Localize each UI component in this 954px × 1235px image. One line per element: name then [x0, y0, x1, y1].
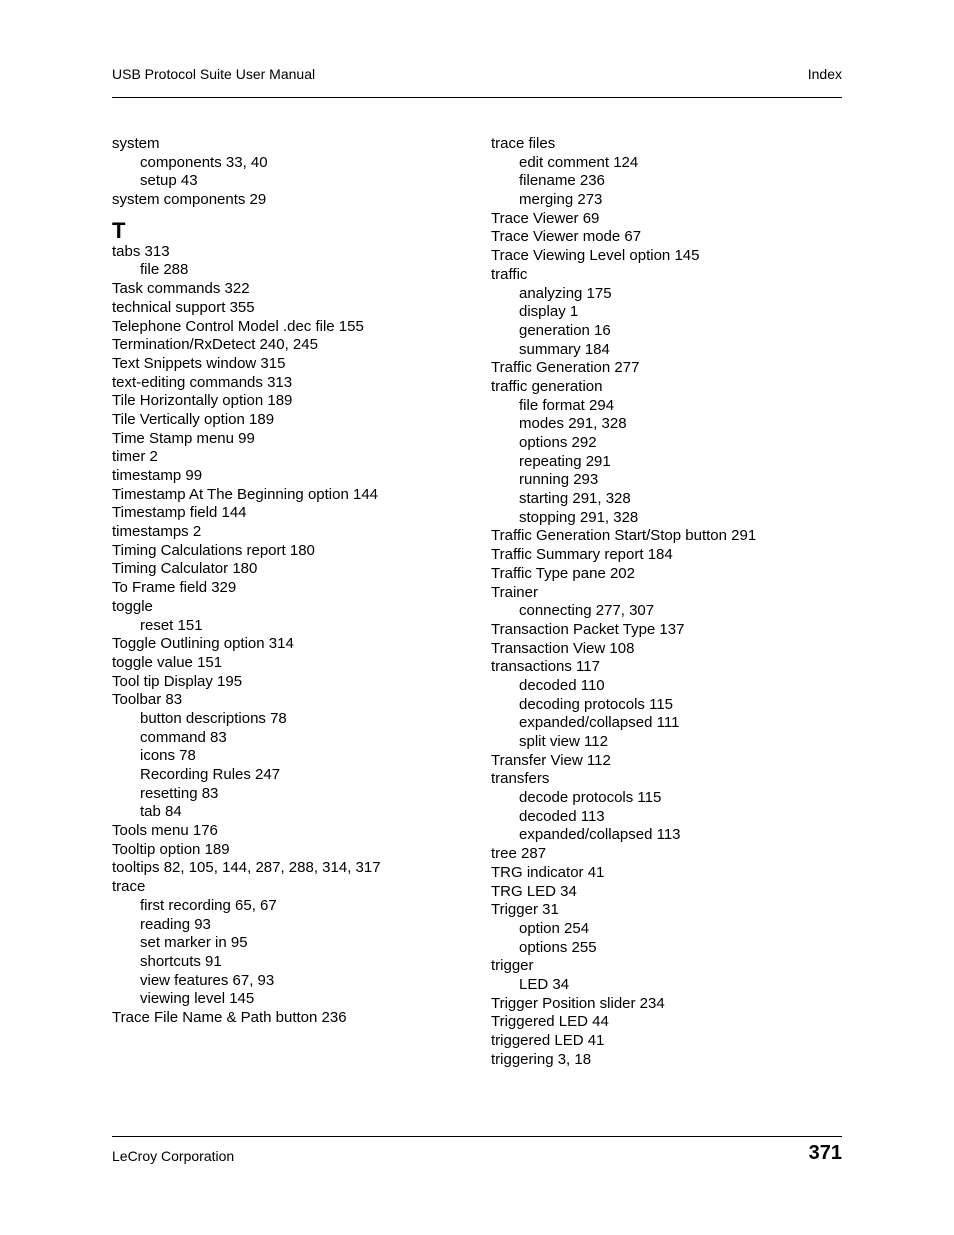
index-entry: transfers — [491, 770, 550, 788]
index-entry: transactions 117 — [491, 658, 600, 676]
index-subentry: expanded/collapsed 113 — [519, 826, 681, 844]
index-entry: Transfer View 112 — [491, 751, 611, 769]
index-subentry: filename 236 — [519, 172, 605, 190]
running-header-section: Index — [807, 66, 842, 82]
index-entry: technical support 355 — [112, 298, 255, 316]
index-subentry: first recording 65, 67 — [140, 896, 277, 914]
index-entry: triggering 3, 18 — [491, 1050, 592, 1068]
index-subentry: shortcuts 91 — [140, 952, 222, 970]
index-subentry: components 33, 40 — [140, 153, 268, 171]
index-entry: Timestamp field 144 — [112, 504, 247, 522]
index-subentry: options 292 — [519, 434, 597, 451]
index-subentry: repeating 291 — [519, 452, 611, 470]
index-subentry: options 255 — [519, 938, 597, 956]
index-entry: timer 2 — [112, 448, 158, 466]
index-subentry: starting 291, 328 — [519, 490, 631, 508]
index-subentry: set marker in 95 — [140, 934, 248, 952]
index-entry: TRG LED 34 — [491, 882, 577, 900]
index-subentry: decode protocols 115 — [519, 789, 662, 807]
index-entry: Trace File Name & Path button 236 — [112, 1008, 347, 1026]
section-letter-heading: T — [112, 217, 126, 243]
index-entry: tabs 313 — [112, 242, 170, 260]
index-entry: Telephone Control Model .dec file 155 — [112, 317, 364, 335]
index-subentry: split view 112 — [519, 733, 608, 750]
footer-company: LeCroy Corporation — [112, 1148, 235, 1164]
index-entry: Trace Viewing Level option 145 — [491, 247, 700, 265]
index-entry: Traffic Generation Start/Stop button 291 — [491, 527, 757, 545]
index-entry: Tooltip option 189 — [112, 840, 230, 858]
index-subentry: icons 78 — [140, 747, 196, 765]
index-entry: traffic generation — [491, 377, 603, 395]
index-entry: Trainer — [491, 583, 538, 601]
index-subentry: LED 34 — [519, 975, 570, 993]
index-subentry: edit comment 124 — [519, 153, 639, 171]
index-subentry: expanded/collapsed 111 — [519, 714, 680, 732]
index-subentry: command 83 — [140, 728, 227, 746]
index-subentry: reset 151 — [140, 616, 203, 634]
index-entry: Trigger Position slider 234 — [491, 994, 665, 1012]
index-subentry: running 293 — [519, 471, 599, 489]
index-subentry: analyzing 175 — [519, 284, 612, 302]
index-entry: Time Stamp menu 99 — [112, 429, 255, 447]
index-entry: Tile Vertically option 189 — [112, 410, 275, 428]
index-entry: timestamp 99 — [112, 467, 203, 484]
index-entry: Traffic Summary report 184 — [491, 546, 673, 564]
index-entry: Trace Viewer 69 — [491, 209, 600, 227]
index-entry: trace — [112, 878, 146, 896]
index-subentry: button descriptions 78 — [140, 709, 287, 727]
index-subentry: decoded 113 — [519, 807, 605, 825]
index-entry: Toolbar 83 — [112, 691, 183, 709]
index-column-right — [491, 135, 756, 1069]
index-entry: Traffic Generation 277 — [491, 359, 640, 377]
index-entry: triggered LED 41 — [491, 1032, 605, 1049]
index-entry: Timing Calculator 180 — [112, 560, 258, 578]
index-entry: traffic — [491, 265, 528, 283]
index-entry: Transaction View 108 — [491, 639, 635, 657]
index-subentry: display 1 — [519, 303, 579, 321]
index-entry: tooltips 82, 105, 144, 287, 288, 314, 317 — [112, 859, 381, 877]
index-subentry: tab 84 — [140, 803, 182, 821]
index-subentry: stopping 291, 328 — [519, 508, 639, 526]
index-subentry: summary 184 — [519, 340, 610, 358]
index-subentry: option 254 — [519, 919, 590, 937]
index-subentry: generation 16 — [519, 321, 611, 339]
footer-rule — [112, 1136, 842, 1137]
index-entry: Trigger 31 — [491, 901, 559, 919]
index-subentry: viewing level 145 — [140, 990, 255, 1008]
index-entry: Transaction Packet Type 137 — [491, 620, 685, 638]
index-entry: TRG indicator 41 — [491, 863, 605, 881]
index-entry: trace files — [491, 135, 556, 152]
index-subentry: reading 93 — [140, 915, 211, 933]
index-subentry: connecting 277, 307 — [519, 602, 655, 620]
index-column-left — [112, 135, 381, 1028]
index-entry: Timing Calculations report 180 — [112, 541, 315, 559]
index-entry: Timestamp At The Beginning option 144 — [112, 485, 379, 503]
index-entry: tree 287 — [491, 845, 547, 863]
index-entry: Toggle Outlining option 314 — [112, 635, 294, 653]
index-entry: Tools menu 176 — [112, 822, 218, 840]
index-subentry: view features 67, 93 — [140, 971, 275, 989]
index-subentry: Recording Rules 247 — [140, 766, 281, 783]
header-rule — [112, 97, 842, 98]
index-entry: system — [112, 135, 160, 152]
index-entry: Tile Horizontally option 189 — [112, 392, 293, 410]
index-entry: To Frame field 329 — [112, 579, 237, 597]
index-subentry: setup 43 — [140, 172, 198, 190]
index-entry: Trace Viewer mode 67 — [491, 228, 642, 246]
index-entry: Text Snippets window 315 — [112, 354, 286, 372]
index-entry: toggle — [112, 597, 153, 615]
index-entry: toggle value 151 — [112, 653, 223, 671]
index-entry: system components 29 — [112, 191, 267, 209]
index-entry: Tool tip Display 195 — [112, 672, 243, 690]
index-entry: Traffic Type pane 202 — [491, 564, 635, 582]
running-header-title: USB Protocol Suite User Manual — [112, 66, 316, 82]
index-subentry: merging 273 — [519, 191, 603, 209]
index-entry: Task commands 322 — [112, 280, 250, 298]
index-entry: text-editing commands 313 — [112, 373, 293, 391]
index-entry: trigger — [491, 957, 534, 975]
index-subentry: modes 291, 328 — [519, 415, 627, 433]
index-subentry: decoded 110 — [519, 676, 605, 694]
index-entry: Termination/RxDetect 240, 245 — [112, 336, 318, 354]
page-number: 371 — [808, 1142, 842, 1164]
index-subentry: file format 294 — [519, 396, 615, 414]
index-subentry: file 288 — [140, 261, 189, 279]
index-subentry: decoding protocols 115 — [519, 695, 673, 713]
index-entry: Triggered LED 44 — [491, 1013, 609, 1031]
index-subentry: resetting 83 — [140, 784, 219, 802]
index-entry: timestamps 2 — [112, 523, 202, 541]
